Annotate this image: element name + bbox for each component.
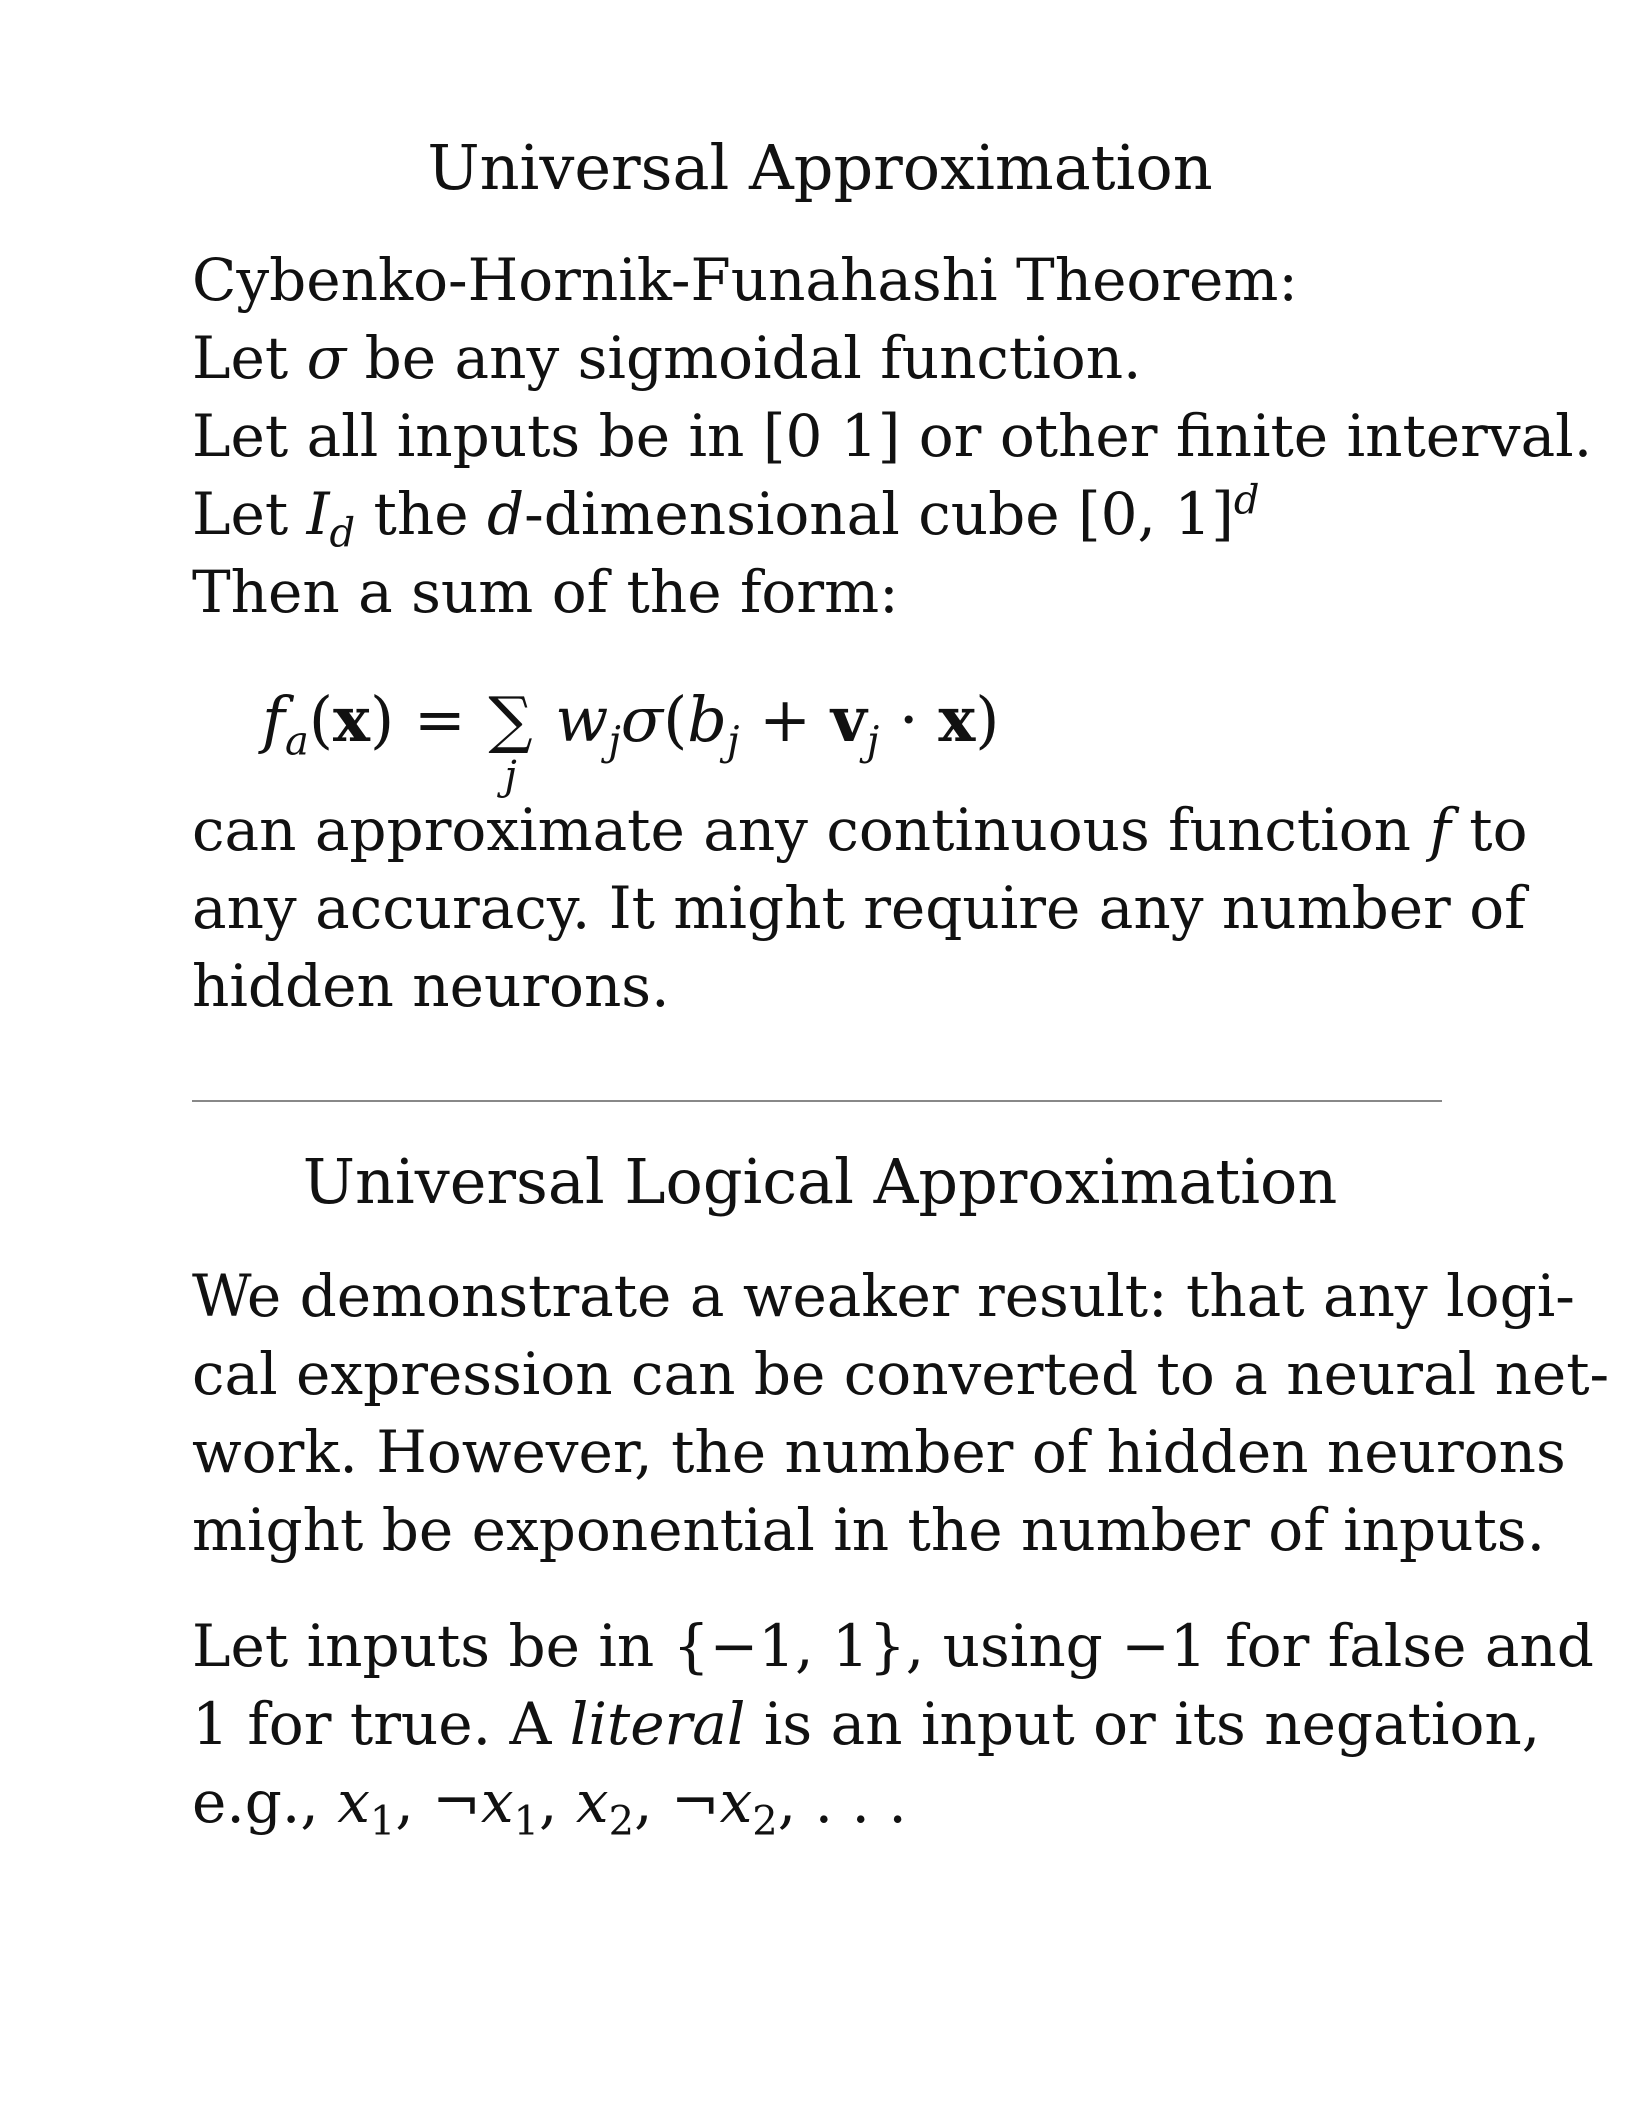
sigma-statement	[192, 320, 1141, 396]
formula-plus: +	[739, 683, 831, 756]
conclusion-line-2: any accuracy. It might require any number of	[192, 874, 1526, 942]
paragraph-2-line-2	[192, 1686, 1541, 1762]
formula-open-paren-2: (	[663, 683, 688, 756]
paragraph-1-line-3: work. However, the number of hidden neurons	[192, 1418, 1566, 1486]
inputs-statement: Let all inputs be in [0 1] or other finite interval.	[192, 402, 1593, 470]
text: -dimensional cube [0, 1]	[524, 480, 1234, 548]
paragraph-1-line-2: cal expression can be converted to a neural net-	[192, 1340, 1610, 1408]
ellipsis: , . . .	[777, 1768, 907, 1836]
formula-v-vector: v	[830, 683, 867, 756]
x-symbol: x	[480, 1768, 514, 1836]
formula-open-paren: (	[308, 683, 334, 756]
subscript: 1	[369, 1798, 396, 1845]
sum-sign: ∑	[488, 683, 533, 756]
conclusion-line-3: hidden neurons.	[192, 952, 670, 1020]
sigma-symbol: σ	[306, 324, 347, 392]
text: 1 for true. A	[192, 1690, 570, 1758]
conclusion-line-1	[192, 792, 1528, 868]
x-symbol: x	[719, 1768, 753, 1836]
text: Let	[192, 324, 307, 392]
separator: ,	[539, 1768, 576, 1836]
formula-f: f	[262, 683, 285, 756]
text: be any sigmoidal function.	[346, 324, 1142, 392]
formula-b: b	[687, 683, 727, 756]
text: can approximate any continuous function	[192, 796, 1430, 864]
formula-w-sub: j	[608, 718, 621, 765]
text: e.g.,	[192, 1768, 338, 1836]
formula-x-vector: x	[333, 683, 370, 756]
formula-v-sub: j	[866, 718, 880, 765]
x-symbol: x	[575, 1768, 609, 1836]
subscript: 2	[752, 1798, 778, 1845]
literal-term: literal	[569, 1690, 746, 1758]
section-divider	[192, 1100, 1442, 1102]
formula-equals: ) =	[369, 683, 486, 756]
theorem-heading: Cybenko-Hornik-Funahashi Theorem:	[192, 246, 1298, 314]
subscript: 1	[513, 1798, 540, 1845]
formula-w: w	[555, 683, 609, 756]
separator: , ¬	[634, 1768, 720, 1836]
text: the	[355, 480, 487, 548]
cube-I-subscript: d	[329, 510, 356, 557]
subscript: 2	[608, 1798, 635, 1845]
cube-superscript: d	[1233, 477, 1260, 524]
section-title-universal-approximation: Universal Approximation	[427, 131, 1213, 204]
text: is an input or its negation,	[745, 1690, 1541, 1758]
formula-sigma: σ	[620, 683, 664, 756]
cube-statement	[192, 476, 1260, 557]
text: to	[1450, 796, 1528, 864]
cube-I-symbol: I	[306, 480, 330, 548]
d-symbol: d	[486, 480, 525, 548]
paragraph-2-line-3	[192, 1764, 907, 1845]
paragraph-1-line-4: might be exponential in the number of inputs.	[192, 1496, 1546, 1564]
then-statement: Then a sum of the form:	[192, 558, 899, 626]
formula-close-paren: )	[975, 683, 1000, 756]
f-symbol: f	[1429, 796, 1451, 864]
text: Let	[192, 480, 307, 548]
formula-b-sub: j	[726, 718, 740, 765]
approximation-formula	[262, 680, 1000, 799]
summation-symbol	[486, 680, 536, 799]
sum-index: j	[504, 753, 517, 799]
separator: , ¬	[395, 1768, 481, 1836]
paragraph-1-line-1: We demonstrate a weaker result: that any logi-	[192, 1262, 1575, 1330]
x-symbol: x	[337, 1768, 370, 1836]
paragraph-2-line-1: Let inputs be in {−1, 1}, using −1 for false and	[192, 1612, 1594, 1680]
section-title-universal-logical-approximation: Universal Logical Approximation	[302, 1145, 1338, 1218]
formula-x-vector-2: x	[938, 683, 976, 756]
formula-dot: ·	[879, 683, 939, 756]
formula-f-sub: a	[284, 718, 309, 765]
